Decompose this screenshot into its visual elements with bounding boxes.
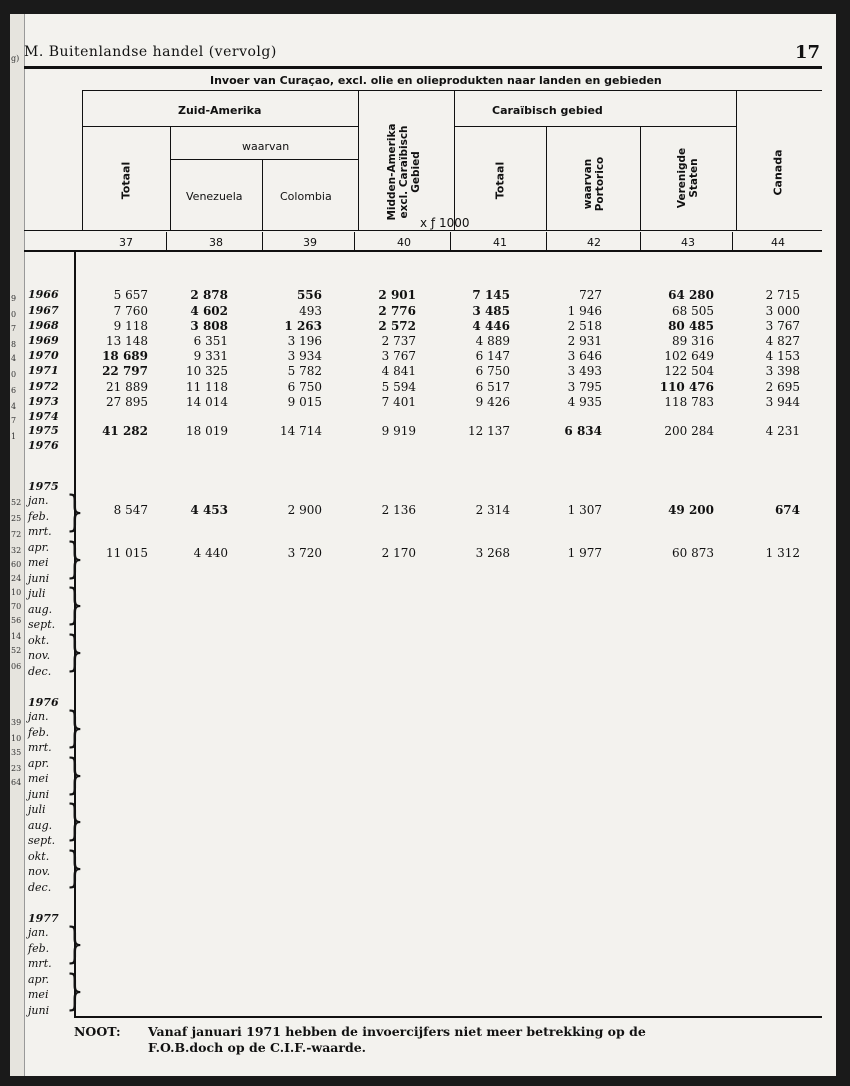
header-rule — [24, 66, 822, 69]
margin-fragment: 14 — [11, 632, 22, 641]
table-cell: 102 649 — [664, 349, 714, 363]
table-cell: 64 280 — [668, 288, 714, 302]
table-cell: 5 782 — [287, 364, 322, 378]
table-cell: 41 282 — [102, 424, 148, 438]
column-header: Verenigde Staten — [676, 147, 700, 209]
margin-fragment: 60 — [11, 560, 22, 569]
table-cell: 9 919 — [381, 424, 416, 438]
table-cell: 3 398 — [765, 364, 800, 378]
margin-fragment: 1 — [11, 432, 17, 441]
page-number: 17 — [794, 42, 820, 63]
table-cell: 4 231 — [765, 424, 800, 438]
table-cell: 3 485 — [472, 304, 510, 318]
main-heading: Invoer van Curaçao, excl. olie en olieprodukten naar landen en gebieden — [210, 74, 662, 87]
table-cell: 80 485 — [668, 319, 714, 333]
table-cell: 4 889 — [475, 334, 510, 348]
column-number: 42 — [587, 236, 601, 249]
table-cell: 7 401 — [381, 395, 416, 409]
year-label: 1973 — [28, 395, 59, 408]
year-label: 1975 — [28, 424, 59, 437]
table-cell: 3 268 — [475, 546, 510, 560]
col-divider — [170, 126, 171, 230]
table-cell: 4 440 — [193, 546, 228, 560]
margin-fragment: 56 — [11, 616, 22, 625]
group-caribbean: Caraïbisch gebied — [492, 104, 603, 117]
month-label: mei — [28, 772, 49, 785]
quarter-brace: } — [66, 842, 84, 892]
table-cell: 12 137 — [468, 424, 510, 438]
table-cell: 6 750 — [475, 364, 510, 378]
month-label: feb. — [28, 509, 50, 523]
unit-label: x ƒ 1000 — [420, 216, 470, 230]
column-header: waarvan Portorico — [582, 156, 606, 212]
quarter-brace: } — [66, 702, 84, 752]
column-header: Totaal — [119, 161, 133, 200]
table-cell: 5 657 — [113, 288, 148, 302]
year-label: 1968 — [28, 319, 59, 332]
table-cell: 2 715 — [765, 288, 800, 302]
table-cell: 10 325 — [186, 364, 228, 378]
table-cell: 3 646 — [567, 349, 602, 363]
quarter-brace: } — [66, 626, 84, 676]
margin-fragment: 52 — [11, 646, 22, 655]
footnote — [74, 1024, 794, 1056]
year-label: 1969 — [28, 334, 59, 347]
note-line-1: Vanaf januari 1971 hebben de invoercijfers niet meer betrekking op de — [148, 1024, 646, 1039]
scanned-page — [10, 14, 836, 1076]
month-label: jan. — [28, 494, 49, 507]
col-divider — [454, 90, 455, 230]
table-cell: 18 689 — [102, 349, 148, 363]
quarter-brace: } — [66, 533, 84, 583]
quarter-brace: } — [66, 749, 84, 799]
table-cell: 4 827 — [765, 334, 800, 348]
margin-fragment: 0 — [11, 370, 17, 379]
table-cell: 2 314 — [475, 503, 510, 517]
column-header: Colombia — [280, 190, 332, 203]
margin-fragment: 35 — [11, 748, 22, 757]
month-label: juni — [28, 787, 50, 801]
table-cell: 2 695 — [765, 380, 800, 394]
month-label: sept. — [28, 618, 56, 631]
table-cell: 68 505 — [672, 304, 714, 318]
table-cell: 6 517 — [475, 380, 510, 394]
group-south-america: Zuid-Amerika — [178, 104, 262, 117]
margin-fragment: 8 — [11, 340, 17, 349]
margin-fragment: 64 — [11, 778, 22, 787]
table-cell: 6 351 — [193, 334, 228, 348]
month-label: aug. — [28, 602, 53, 616]
num-divider — [450, 232, 451, 250]
month-label: aug. — [28, 818, 53, 832]
year-label: 1976 — [28, 696, 59, 709]
table-cell: 2 901 — [378, 288, 416, 302]
table-cell: 2 931 — [567, 334, 602, 348]
margin-fragment: 9 — [11, 294, 17, 303]
table-cell: 674 — [774, 503, 800, 517]
quarter-brace: } — [66, 795, 84, 845]
table-cell: 3 493 — [567, 364, 602, 378]
margin-fragment: 24 — [11, 574, 22, 583]
subheading-rule — [82, 90, 822, 91]
month-label: jan. — [28, 926, 49, 939]
table-cell: 1 263 — [284, 319, 322, 333]
num-divider — [354, 232, 355, 250]
quarter-brace: } — [66, 918, 84, 968]
table-cell: 4 446 — [472, 319, 510, 333]
month-label: dec. — [28, 664, 52, 678]
column-number: 38 — [209, 236, 223, 249]
year-label: 1971 — [28, 364, 59, 377]
month-label: dec. — [28, 880, 52, 894]
month-label: jan. — [28, 710, 49, 723]
table-cell: 1 312 — [765, 546, 800, 560]
margin-fragment: 0 — [11, 310, 17, 319]
margin-fragment: 23 — [11, 764, 22, 773]
table-cell: 18 019 — [186, 424, 228, 438]
margin-fragment: 70 — [11, 602, 22, 611]
table-cell: 6 834 — [564, 424, 602, 438]
table-cell: 2 737 — [381, 334, 416, 348]
month-label: mei — [28, 988, 49, 1001]
table-cell: 1 946 — [567, 304, 602, 318]
table-cell: 21 889 — [106, 380, 148, 394]
table-cell: 200 284 — [664, 424, 714, 438]
column-header: Canada — [771, 149, 785, 196]
table-cell: 6 750 — [287, 380, 322, 394]
table-cell: 49 200 — [668, 503, 714, 517]
table-cell: 8 547 — [113, 503, 148, 517]
month-label: apr. — [28, 756, 50, 770]
month-label: mrt. — [28, 957, 52, 970]
previous-page-edge — [10, 14, 25, 1076]
table-cell: 4 453 — [190, 503, 228, 517]
year-label: 1966 — [28, 288, 59, 301]
col-divider — [736, 90, 737, 230]
month-label: nov. — [28, 865, 51, 878]
table-cell: 2 900 — [287, 503, 322, 517]
table-cell: 110 476 — [659, 380, 714, 394]
table-cell: 3 944 — [765, 395, 800, 409]
column-number: 43 — [681, 236, 695, 249]
month-label: apr. — [28, 540, 50, 554]
table-cell: 60 873 — [672, 546, 714, 560]
margin-fragment: 6 — [11, 386, 17, 395]
note-line-2: F.O.B.doch op de C.I.F.-waarde. — [148, 1040, 367, 1055]
table-cell: 13 148 — [106, 334, 148, 348]
num-divider — [640, 232, 641, 250]
margin-fragment: 7 — [11, 324, 17, 333]
table-cell: 2 572 — [378, 319, 416, 333]
table-cell: 2 878 — [190, 288, 228, 302]
column-header: Venezuela — [186, 190, 243, 203]
table-cell: 11 015 — [106, 546, 148, 560]
month-label: juni — [28, 571, 50, 585]
month-label: juli — [28, 587, 46, 600]
num-divider — [262, 232, 263, 250]
table-cell: 9 331 — [193, 349, 228, 363]
caribbean-rule — [454, 126, 736, 127]
south-america-rule — [82, 126, 358, 127]
month-label: apr. — [28, 972, 50, 986]
table-cell: 2 518 — [567, 319, 602, 333]
quarter-brace: } — [66, 486, 84, 536]
month-label: okt. — [28, 633, 50, 647]
table-cell: 122 504 — [664, 364, 714, 378]
margin-fragment: 72 — [11, 530, 22, 539]
table-cell: 4 602 — [190, 304, 228, 318]
month-label: okt. — [28, 849, 50, 863]
column-header: Midden-Amerika excl. Caraïbisch Gebied — [386, 123, 422, 221]
waarvan-label: waarvan — [242, 140, 290, 153]
waarvan-rule — [170, 159, 358, 160]
month-label: feb. — [28, 941, 50, 955]
num-divider — [166, 232, 167, 250]
table-cell: 3 767 — [381, 349, 416, 363]
table-cell: 4 935 — [567, 395, 602, 409]
year-label: 1976 — [28, 439, 59, 452]
column-number: 44 — [771, 236, 785, 249]
month-label: mei — [28, 556, 49, 569]
table-cell: 7 760 — [113, 304, 148, 318]
table-cell: 1 977 — [567, 546, 602, 560]
year-label: 1970 — [28, 349, 59, 362]
table-cell: 493 — [299, 304, 322, 318]
table-cell: 89 316 — [672, 334, 714, 348]
table-cell: 2 136 — [381, 503, 416, 517]
num-divider — [732, 232, 733, 250]
note-label: NOOT: — [74, 1024, 121, 1039]
table-cell: 2 776 — [378, 304, 416, 318]
col-divider — [82, 90, 83, 230]
column-number: 37 — [119, 236, 133, 249]
table-cell: 14 714 — [280, 424, 322, 438]
col-divider — [640, 126, 641, 230]
table-cell: 6 147 — [475, 349, 510, 363]
table-cell: 2 170 — [381, 546, 416, 560]
month-label: nov. — [28, 649, 51, 662]
year-label: 1972 — [28, 380, 59, 393]
margin-fragment: 52 — [11, 498, 22, 507]
margin-fragment: 06 — [11, 662, 22, 671]
month-label: juni — [28, 1003, 50, 1017]
column-number: 41 — [493, 236, 507, 249]
table-cell: 9 118 — [113, 319, 148, 333]
margin-fragment: 4 — [11, 354, 17, 363]
col-divider — [546, 126, 547, 230]
table-cell: 3 808 — [190, 319, 228, 333]
table-cell: 3 196 — [287, 334, 322, 348]
table-cell: 727 — [579, 288, 602, 302]
table-cell: 27 895 — [106, 395, 148, 409]
margin-fragment: 32 — [11, 546, 22, 555]
column-header: Totaal — [493, 161, 507, 200]
col-divider — [262, 160, 263, 230]
column-number-top-rule — [24, 230, 822, 231]
table-cell: 1 307 — [567, 503, 602, 517]
table-cell: 14 014 — [186, 395, 228, 409]
table-cell: 3 934 — [287, 349, 322, 363]
table-cell: 9 015 — [287, 395, 322, 409]
margin-fragment: 10 — [11, 734, 22, 743]
table-cell: 22 797 — [102, 364, 148, 378]
month-label: sept. — [28, 834, 56, 847]
table-cell: 556 — [296, 288, 322, 302]
table-cell: 3 767 — [765, 319, 800, 333]
table-bottom-rule — [74, 1016, 822, 1018]
month-label: juli — [28, 803, 46, 816]
margin-fragment: 10 — [11, 588, 22, 597]
quarter-brace: } — [66, 965, 84, 1015]
table-cell: 3 795 — [567, 380, 602, 394]
num-divider — [546, 232, 547, 250]
table-cell: 11 118 — [186, 380, 228, 394]
year-label: 1975 — [28, 480, 59, 493]
month-label: feb. — [28, 725, 50, 739]
year-label: 1967 — [28, 304, 59, 317]
table-cell: 9 426 — [475, 395, 510, 409]
quarter-brace: } — [66, 579, 84, 629]
table-cell: 118 783 — [664, 395, 714, 409]
col-divider — [358, 90, 359, 230]
table-cell: 5 594 — [381, 380, 416, 394]
margin-fragment: 4 — [11, 402, 17, 411]
column-number: 40 — [397, 236, 411, 249]
table-cell: 3 720 — [287, 546, 322, 560]
margin-fragment: g) — [11, 54, 20, 63]
month-label: mrt. — [28, 741, 52, 754]
column-number-bottom-rule — [24, 250, 822, 252]
margin-fragment: 39 — [11, 718, 22, 727]
column-number: 39 — [303, 236, 317, 249]
table-cell: 4 841 — [381, 364, 416, 378]
margin-fragment: 25 — [11, 514, 22, 523]
page-header-title: M. Buitenlandse handel (vervolg) — [24, 44, 277, 60]
table-cell: 3 000 — [765, 304, 800, 318]
margin-fragment: 7 — [11, 416, 17, 425]
table-cell: 4 153 — [765, 349, 800, 363]
year-label: 1974 — [28, 410, 59, 423]
month-label: mrt. — [28, 525, 52, 538]
table-cell: 7 145 — [472, 288, 510, 302]
year-label: 1977 — [28, 912, 59, 925]
